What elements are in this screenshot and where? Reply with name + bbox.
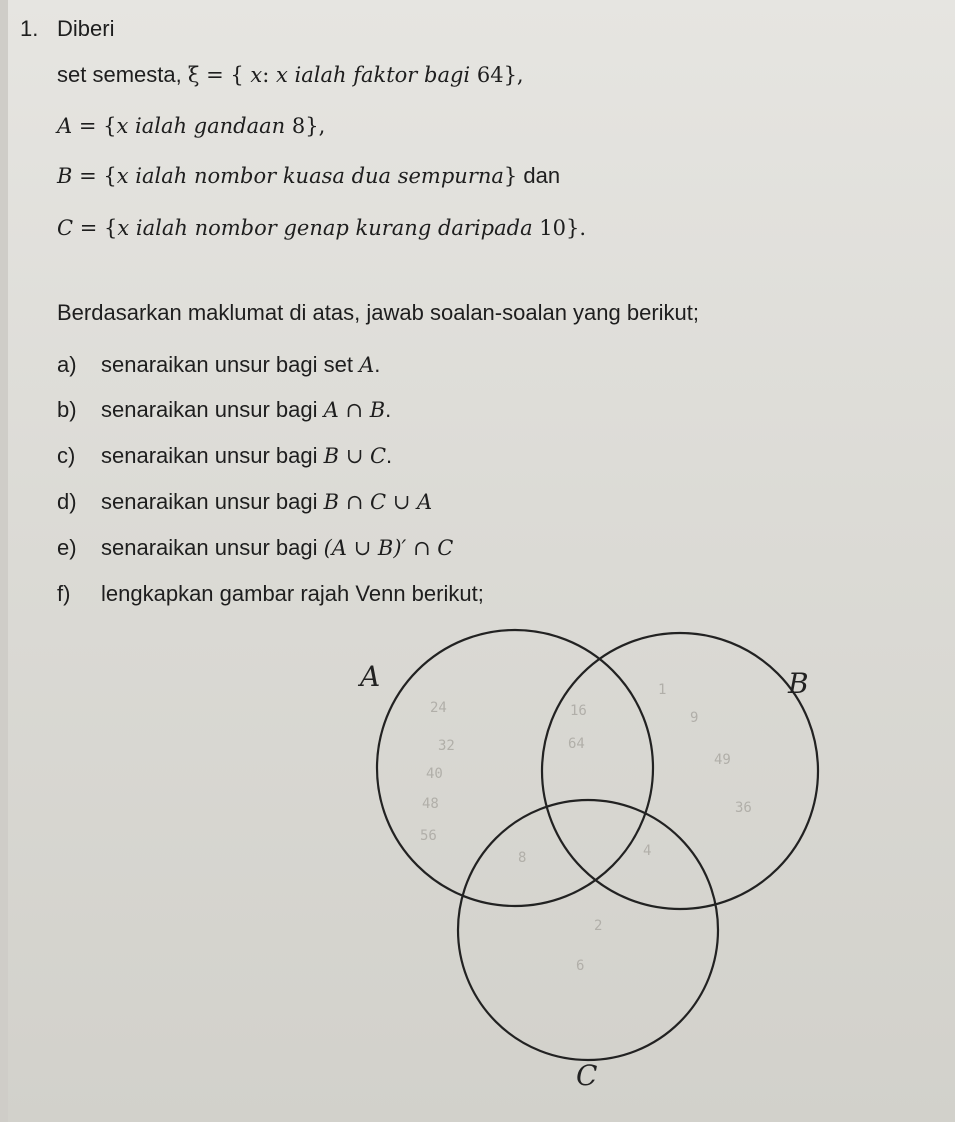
part-text: senaraikan unsur bagi [101, 397, 324, 422]
set-c-eq: = { [73, 216, 118, 240]
set-b-eq: = { [72, 164, 117, 188]
venn-circle-a [377, 630, 653, 906]
faint-mark: 9 [690, 710, 699, 726]
part-math: B ∪ C [323, 444, 387, 468]
set-c-name: C [57, 216, 74, 240]
part-end: . [385, 397, 392, 422]
faint-mark: 2 [594, 918, 603, 934]
set-b-rule: x ialah nombor kuasa dua sempurna [116, 164, 504, 188]
part-text: senaraikan unsur bagi [101, 443, 324, 468]
part-label: d) [57, 489, 77, 514]
faint-mark: 8 [518, 850, 527, 866]
universal-set-value: 64 [476, 63, 504, 87]
faint-mark: 1 [658, 682, 667, 698]
set-c-close: }. [566, 216, 587, 240]
faint-mark: 40 [426, 766, 443, 782]
universal-set-close: }, [503, 63, 524, 87]
universal-set-rule: x ialah faktor bagi [276, 63, 477, 87]
set-a-name: A [57, 114, 73, 138]
set-a-close: }, [305, 114, 326, 138]
instruction-text: Berdasarkan maklumat di atas, jawab soalan-soalan yang berikut; [57, 300, 700, 325]
universal-set-colon: : [262, 63, 277, 87]
part-math: B ∩ C ∪ A [323, 490, 433, 514]
faint-mark: 64 [568, 736, 585, 752]
part-label: f) [57, 581, 71, 606]
faint-mark: 16 [570, 703, 587, 719]
set-c-value: 10 [539, 216, 567, 240]
part-text: senaraikan unsur bagi set [101, 352, 360, 377]
faint-mark: 49 [714, 752, 731, 768]
set-b-name: B [57, 164, 73, 188]
universal-set-symbol: ξ = { [187, 63, 244, 87]
venn-circle-b [542, 633, 818, 909]
venn-label-c: C [576, 1059, 598, 1092]
venn-label-a: A [360, 660, 381, 693]
set-a-value: 8 [291, 114, 306, 138]
question-number: 1. [20, 16, 39, 41]
part-label: e) [57, 535, 77, 560]
question-heading: Diberi [57, 16, 115, 41]
set-a-rule: x ialah gandaan [116, 114, 292, 138]
faint-mark: 32 [438, 738, 455, 754]
faint-mark: 56 [420, 828, 437, 844]
set-c-rule: x ialah nombor genap kurang daripada [117, 216, 540, 240]
part-text: senaraikan unsur bagi [101, 489, 324, 514]
part-end: . [386, 443, 393, 468]
faint-mark: 4 [643, 843, 652, 859]
faint-mark: 36 [735, 800, 752, 816]
part-label: c) [57, 443, 76, 468]
set-b-suffix: dan [517, 163, 561, 188]
universal-set-var: x [243, 63, 263, 87]
part-math: A [359, 353, 375, 377]
part-math: A ∩ B [323, 398, 386, 422]
faint-mark: 24 [430, 700, 447, 716]
part-text: senaraikan unsur bagi [101, 535, 324, 560]
faint-mark: 6 [576, 958, 585, 974]
universal-set-prefix: set semesta, [57, 62, 188, 87]
part-label: b) [57, 397, 77, 422]
venn-label-b: B [788, 667, 809, 700]
faint-mark: 48 [422, 796, 439, 812]
part-text: lengkapkan gambar rajah Venn berikut; [101, 581, 484, 606]
part-math: (A ∪ B)′ ∩ C [323, 536, 454, 560]
set-b-close: } [503, 164, 518, 188]
part-label: a) [57, 352, 77, 377]
set-a-eq: = { [72, 114, 117, 138]
venn-circle-c [458, 800, 718, 1060]
part-end: . [374, 352, 381, 377]
